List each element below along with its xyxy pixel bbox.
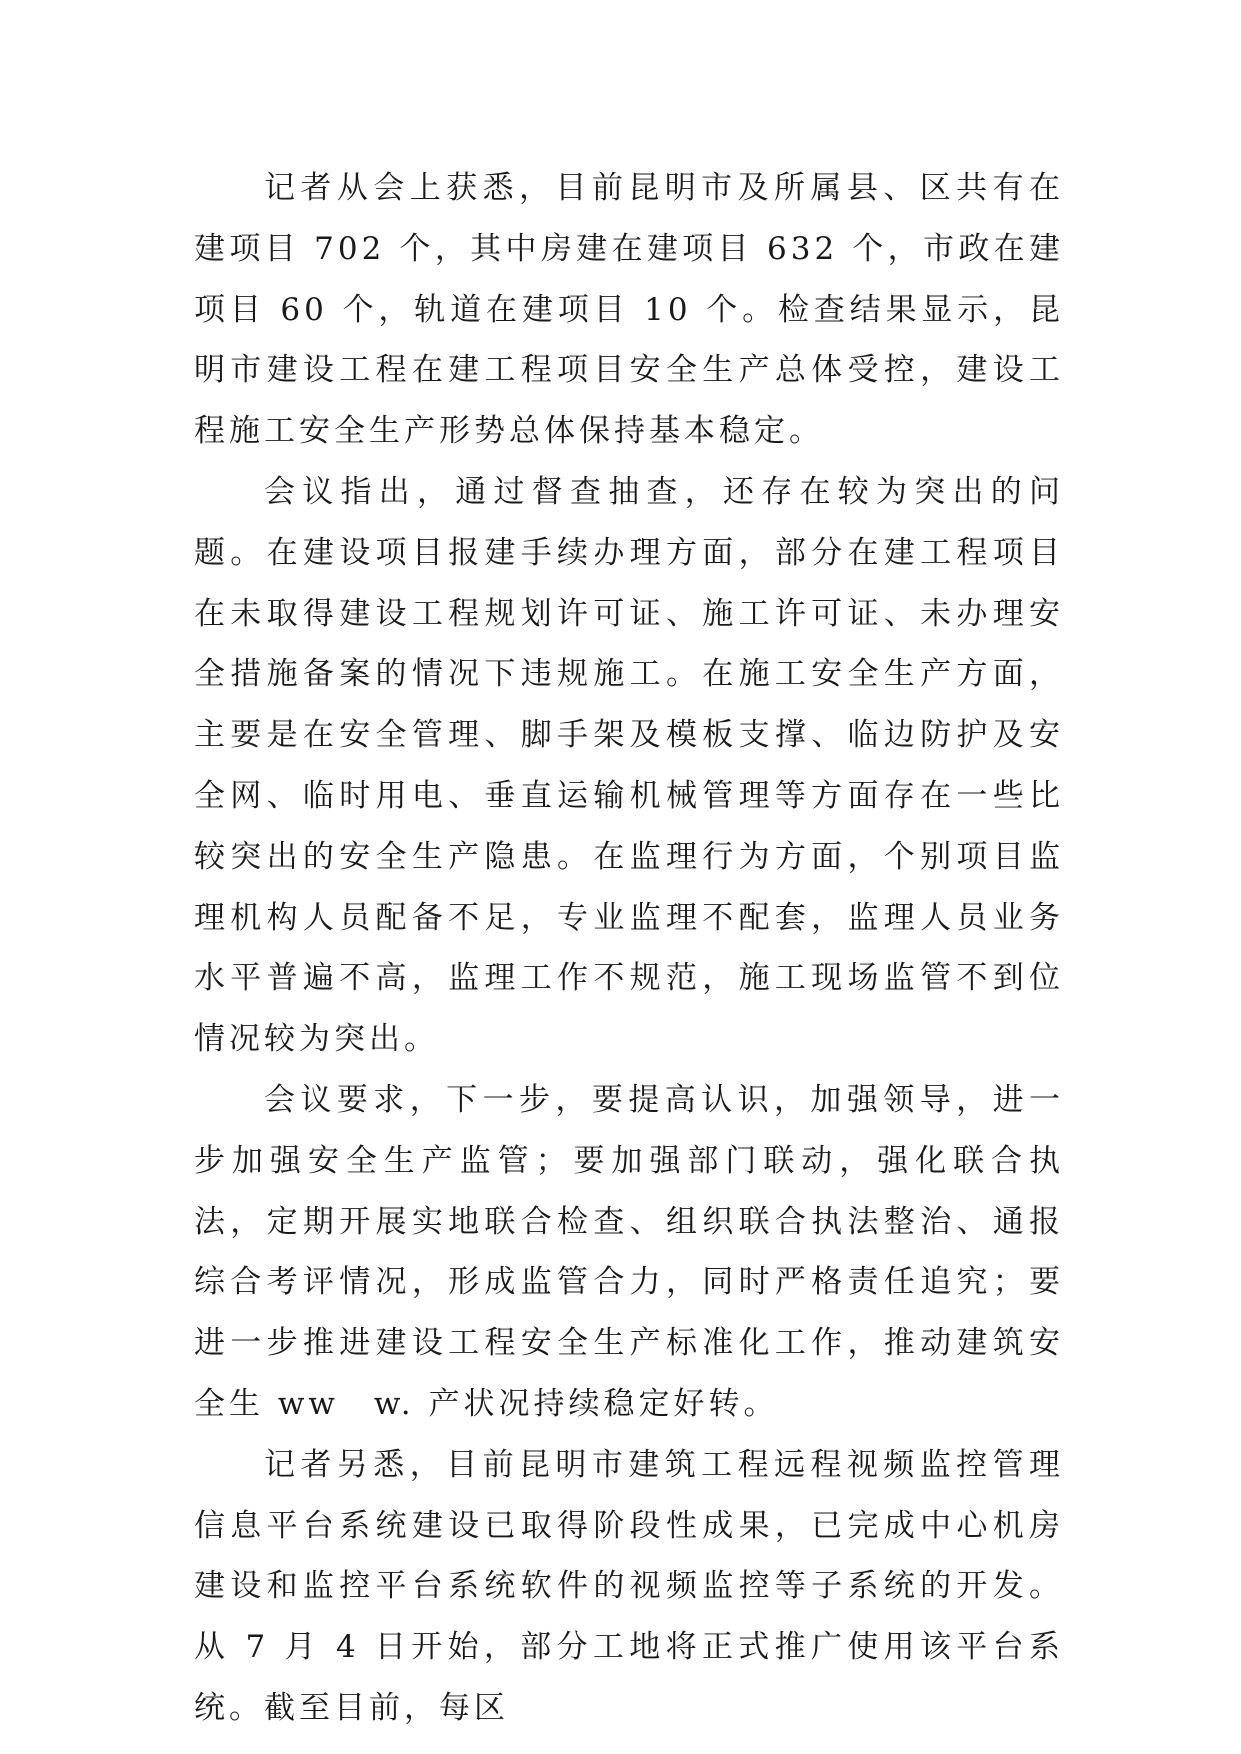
document-body: [194, 158, 1064, 1739]
paragraph-2: 会议指出，通过督查抽查，还存在较为突出的问题。在建设项目报建手续办理方面，部分在建工程项目在未取得建设工程规划许可证、施工许可证、未办理安全措施备案的情况下违规施工。在施工安全生产方面，主要是在安全管理、脚手架及模板支撑、临边防护及安全网、临时用电、垂直运输机械管理等方面存在一些比较突出的安全生产隐患。在监理行为方面，个别项目监理机构人员配备不足，专业监理不配套，监理人员业务水平普遍不高，监理工作不规范，施工现场监管不到位情况较为突出。: [194, 473, 1064, 1058]
paragraph-3: 会议要求，下一步，要提高认识，加强领导，进一步加强安全生产监管；要加强部门联动，强化联合执法，定期开展实地联合检查、组织联合执法整治、通报综合考评情况，形成监管合力，同时严格责任追究；要进一步推进建设工程安全生产标准化工作，推动建筑安全生 ww w. 产状况持续稳定好转。: [194, 1081, 1064, 1422]
paragraph-1: 记者从会上获悉，目前昆明市及所属县、区共有在建项目 702 个，其中房建在建项目 632 个，市政在建项目 60 个，轨道在建项目 10 个。检查结果显示，昆明市建设工程在建工程项目安全生产总体受控，建设工程施工安全生产形势总体保持基本稳定。: [194, 170, 1064, 450]
paragraph-4: 记者另悉，目前昆明市建筑工程远程视频监控管理信息平台系统建设已取得阶段性成果，已完成中心机房建设和监控平台系统软件的视频监控等子系统的开发。从 7 月 4 日开始，部分工地将正式推广使用该平台系统。截至目前，每区: [194, 1446, 1064, 1726]
